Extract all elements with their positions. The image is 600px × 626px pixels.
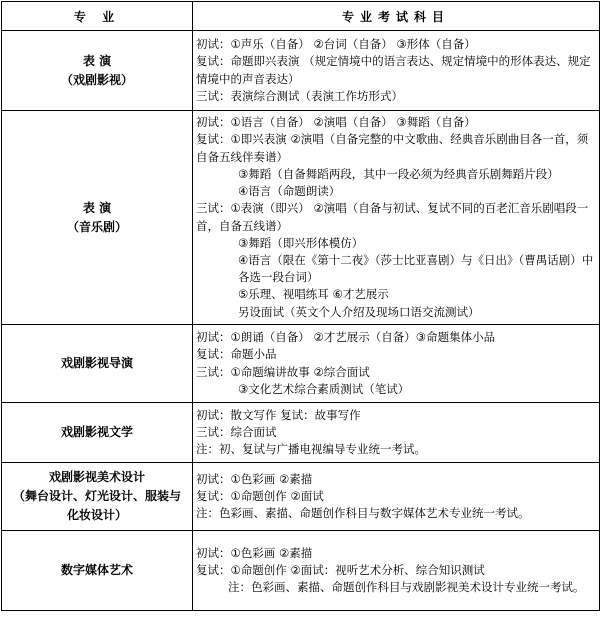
subjects-cell — [193, 403, 600, 463]
major-name: 表 演 — [82, 200, 112, 215]
header-subjects: 专业考试科目 — [193, 2, 600, 31]
major-name: 戏剧影视美术设计 — [48, 470, 145, 484]
exam-line: ③舞蹈（即兴形体模仿） — [238, 235, 364, 250]
subjects-cell — [193, 463, 600, 531]
exam-line: ③舞蹈（自备舞蹈两段，其中一段必须为经典音乐剧舞蹈片段） — [238, 166, 559, 181]
exam-line: 初试：①语言（自备） ②演唱（自备） ③舞蹈（自备） — [196, 115, 476, 130]
exam-line: ⑤乐理、视唱练耳 ⑥才艺展示 — [238, 287, 389, 302]
exam-line: ④语言（限在《第十二夜》（莎士比亚喜剧）与《日出》（曹禺话剧）中各选一段台词） — [238, 252, 594, 285]
exam-line: 复试：①即兴表演 ②演唱（自备完整的中文歌曲、经典音乐剧曲目各一首，须自备五线伴奏谱） — [196, 132, 589, 164]
exam-line: 复试：①命题创作 ②面试 — [196, 488, 324, 503]
exam-line: 三试：表演综合测试（表演工作坊形式） — [196, 88, 403, 103]
major-sub: （舞台设计、灯光设计、服装与 — [12, 489, 181, 503]
exam-line: 三试：①命题编讲故事 ②综合面试 — [196, 364, 370, 379]
major-cell — [2, 325, 193, 403]
exam-line: 复试：命题小品 — [196, 347, 277, 362]
header-major: 专 业 — [2, 2, 193, 31]
table-header-row — [2, 2, 600, 31]
exam-line: 初试：散文写作 复试：故事写作 — [196, 407, 361, 422]
major-cell — [2, 31, 193, 111]
major-name: 数字媒体艺术 — [60, 563, 133, 577]
exam-line: 初试：①朗诵（自备） ②才艺展示（自备）③命题集体小品 — [196, 330, 496, 345]
subjects-cell — [193, 325, 600, 403]
major-cell — [2, 111, 193, 325]
major-sub: （戏剧影视） — [60, 72, 133, 87]
subjects-cell — [193, 31, 600, 111]
exam-line: 注：色彩画、素描、命题创作科目与戏剧影视美术设计专业统一考试。 — [228, 580, 585, 595]
major-cell — [2, 403, 193, 463]
major-name: 戏剧影视导演 — [60, 356, 133, 370]
exam-line: 三试：综合面试 — [196, 424, 277, 439]
exam-line: 注：初、复试与广播电视编导专业统一考试。 — [196, 442, 426, 457]
exam-line: 初试：①色彩画 ②素描 — [196, 545, 313, 560]
subjects-cell — [193, 111, 600, 325]
major-cell — [2, 463, 193, 531]
exam-subjects-table — [1, 1, 600, 611]
table-row — [2, 531, 600, 611]
exam-line: ③文化艺术综合素质测试（笔试） — [238, 381, 410, 396]
exam-line: ④语言（命题朗读） — [238, 184, 341, 199]
major-sub: （音乐剧） — [66, 219, 127, 234]
table-row — [2, 325, 600, 403]
table-row — [2, 463, 600, 531]
major-cell — [2, 531, 193, 611]
table-row — [2, 403, 600, 463]
exam-line: 初试：①声乐（自备） ②台词（自备） ③形体（自备） — [196, 37, 476, 52]
exam-line: 初试：①色彩画 ②素描 — [196, 471, 313, 486]
major-sub: 化妆设计） — [66, 508, 127, 522]
major-name: 表 演 — [82, 53, 112, 68]
major-name: 戏剧影视文学 — [60, 425, 133, 439]
exam-line: 另设面试（英文个人介绍及现场口语交流测试） — [238, 304, 480, 319]
exam-line: 三试：①表演（即兴） ②演唱（自备与初试、复试不同的百老汇音乐剧唱段一首，自备五线谱） — [196, 201, 589, 233]
table-row — [2, 31, 600, 111]
exam-line: 注：色彩画、素描、命题创作科目与数字媒体艺术专业统一考试。 — [196, 506, 530, 521]
subjects-cell — [193, 531, 600, 611]
table-row — [2, 111, 600, 325]
exam-line: 复试：①命题创作 ②面试：视听艺术分析、综合知识测试 — [196, 562, 485, 577]
exam-line: 复试：命题即兴表演 （规定情境中的语言表达、规定情境中的形体表达、规定情境中的声音表达） — [196, 54, 591, 86]
